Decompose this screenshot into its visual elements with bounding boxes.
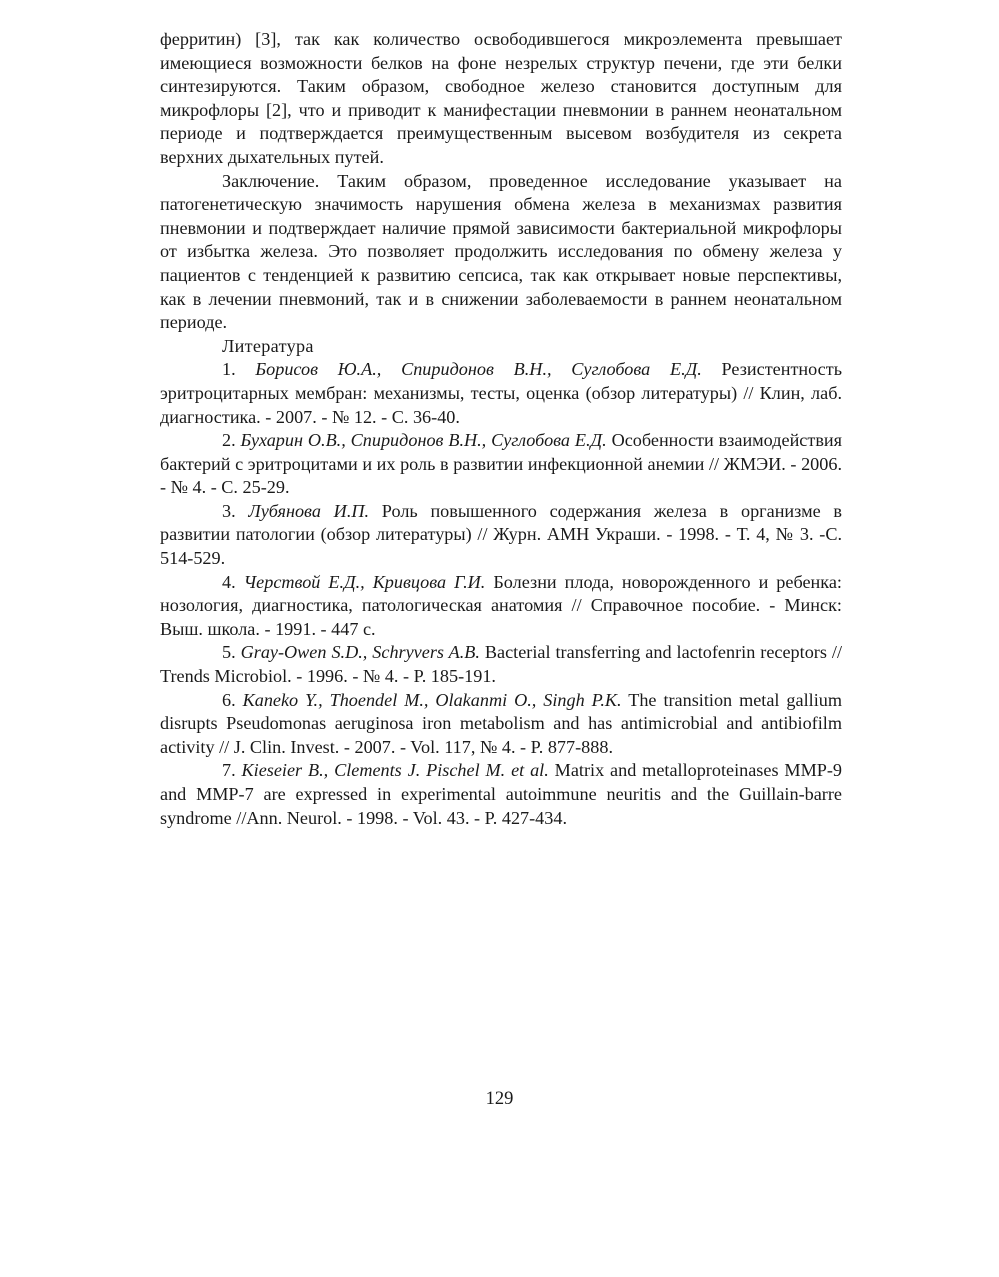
reference-text: Болезни плода, новорожденного и ребенка: нозология, диагностика, патологическая анатомия // Справочное пособие. - Минск: Выш. школа. - 1991. - 447 с. bbox=[160, 571, 842, 639]
reference-text: Резистентность эритроцитарных мембран: механизмы, тесты, оценка (обзор литературы) // Клин, лаб. диагностика. - 2007. - № 12. - С. 36-40. bbox=[160, 359, 842, 427]
body-paragraph: ферритин) [3], так как количество освободившегося микроэлемента превышает имеющиеся возможности белков на фоне незрелых структур печени, где эти белки синтезируются. Таким образом, свободное железо становится доступным для микрофлоры [2], что и приводит к манифестации пневмонии в раннем неонатальном периоде и подтверждается преимущественным высевом возбудителя из секрета верхних дыхательных путей. bbox=[160, 29, 842, 167]
reference-authors: Kaneko Y., Thoendel M., Olakanmi O., Singh P.K. bbox=[242, 689, 622, 710]
reference-authors: Борисов Ю.А., Спиридонов В.Н., Суглобова Е.Д. bbox=[255, 359, 702, 380]
reference-text: Matrix and metalloproteinases MMP-9 and MMP-7 are expressed in experimental autoimmune neuritis and the Guillain-barre syndrome //Ann. Neurol. - 1998. - Vol. 43. - P. 427-434. bbox=[160, 760, 843, 828]
reference-text: Роль повышенного содержания железа в организме в развитии патологии (обзор литературы) // Журн. АМН Украши. - 1998. - Т. 4, № 3. -С. 514-529. bbox=[160, 500, 843, 569]
reference-authors: Бухарин О.В., Спиридонов В.Н., Суглобова Е.Д. bbox=[240, 430, 607, 451]
reference-text: Bacterial transferring and lactofenrin receptors // Trends Microbiol. - 1996. - № 4. - P. 185-191. bbox=[160, 642, 842, 687]
references-heading: Литература bbox=[222, 335, 314, 356]
page-number: 129 bbox=[485, 1089, 514, 1109]
reference-number: 3. bbox=[222, 500, 236, 521]
reference-text: Особенности взаимодействия бактерий с эритроцитами и их роль в развитии инфекционной анемии // ЖМЭИ. - 2006. - № 4. - С. 25-29. bbox=[160, 430, 843, 498]
reference-item bbox=[160, 641, 842, 688]
reference-number: 5. bbox=[222, 642, 236, 663]
reference-item bbox=[160, 571, 842, 642]
reference-number: 7. bbox=[222, 760, 236, 781]
reference-item bbox=[160, 358, 842, 429]
reference-text: The transition metal gallium disrupts Pseudomonas aeruginosa iron metabolism and has antimicrobial and antibiofilm activity // J. Clin. Invest. - 2007. - Vol. 117, № 4. - P. 877-888. bbox=[160, 689, 842, 757]
reference-number: 4. bbox=[222, 571, 236, 592]
reference-number: 1. bbox=[222, 359, 236, 380]
reference-number: 6. bbox=[222, 689, 236, 710]
page-body bbox=[160, 28, 842, 830]
reference-item bbox=[160, 500, 842, 571]
reference-item bbox=[160, 689, 842, 760]
reference-authors: Черствой Е.Д., Кривцова Г.И. bbox=[243, 571, 486, 592]
reference-authors: Лубянова И.П. bbox=[248, 500, 370, 521]
reference-authors: Kieseier B., Clements J. Pischel M. et al. bbox=[241, 760, 549, 781]
reference-authors: Gray-Owen S.D., Schryvers A.B. bbox=[240, 642, 480, 663]
reference-number: 2. bbox=[222, 430, 236, 451]
reference-item bbox=[160, 429, 842, 500]
conclusion-paragraph: Заключение. Таким образом, проведенное исследование указывает на патогенетическую значимость нарушения обмена железа в механизмах развития пневмонии и подтверждает наличие прямой зависимости бактериальной микрофлоры от избытка железа. Это позволяет продолжить исследования по обмену железа у пациентов с тенденцией к развитию сепсиса, так как открывает новые перспективы, как в лечении пневмоний, так и в снижении заболеваемости в раннем неонатальном периоде. bbox=[160, 170, 842, 333]
reference-item bbox=[160, 759, 842, 830]
